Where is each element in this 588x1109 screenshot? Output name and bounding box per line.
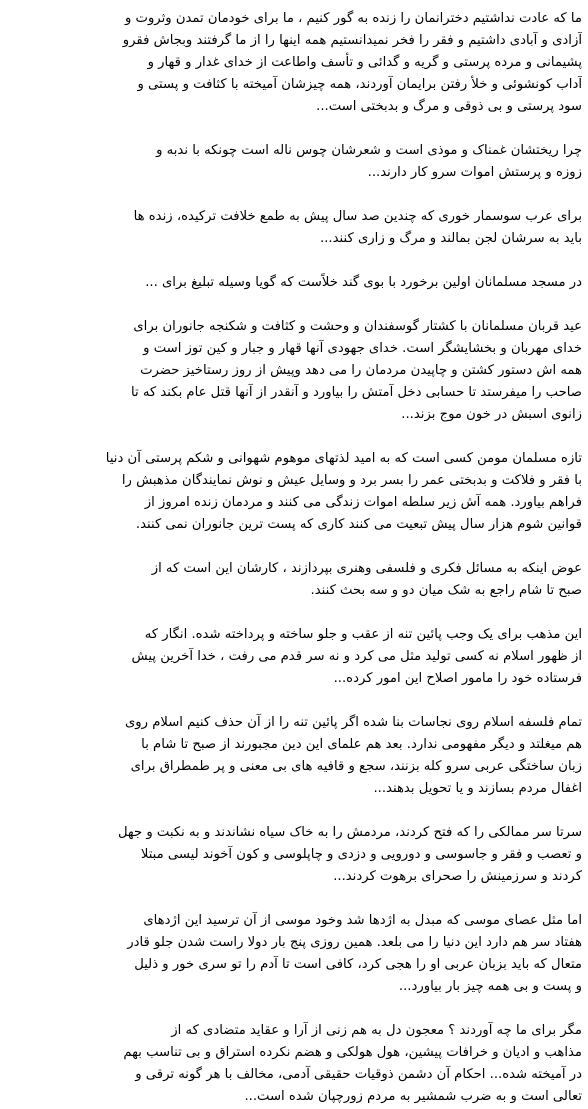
paragraph-6 xyxy=(20,448,582,536)
text-line: فرستاده خود را مامور اصلاح این امور کرده... xyxy=(333,671,582,686)
text-line: چرا ریختشان غمناک و موذی است و شعرشان چوس ناله است چونکه با ندبه و xyxy=(156,143,582,158)
text-line: برای عرب سوسمار خوری که چندین صد سال پیش به طمع خلافت ترکیده، زنده ها xyxy=(133,209,582,224)
paragraph-3 xyxy=(20,206,582,250)
text-line: و تعصب و فقر و جاسوسی و دورویی و دزدی و چاپلوسی و کون آخوند لیسی مبتلا xyxy=(140,847,582,862)
paragraph-gap xyxy=(20,800,582,822)
paragraph-gap xyxy=(20,426,582,448)
paragraph-10 xyxy=(20,822,582,888)
paragraph-4 xyxy=(20,272,582,294)
paragraph-gap xyxy=(20,690,582,712)
text-line: باید به سرشان لجن بمالند و مرگ و زاری کنند... xyxy=(320,231,582,246)
text-line: سرتا سر ممالکی را که فتح کردند، مردمش را به خاک سیاه نشاندند و به نکبت و جهل xyxy=(117,825,582,840)
text-line: همه اش دستور کشتن و چاپیدن مردمان را می دهد وپیش از روز رستاخیز حضرت xyxy=(140,363,582,378)
paragraph-gap xyxy=(20,118,582,140)
text-line: در آمیخته شده... احکام آن دشمن ذوقیات حقیقی آدمی، مخالف با هر گونه ترقی و xyxy=(135,1067,582,1082)
text-line: اغفال مردم بسازند و یا تحویل بدهند... xyxy=(373,781,582,796)
text-line: متعال که باید بزبان عربی او را هجی کرد، کافی است تا آدم را تو سری خور و ذلیل xyxy=(134,957,582,972)
text-line: زانوی اسبش در خون موج بزند... xyxy=(401,407,582,422)
paragraph-5 xyxy=(20,316,582,426)
text-line: آداب کونشوئی و خلأ رفتن برایمان آوردند، همه چیزشان آمیخته با کثافت و پستی و xyxy=(137,77,582,92)
paragraph-1 xyxy=(20,8,582,118)
paragraph-2 xyxy=(20,140,582,184)
text-line: صاحب را میفرستد تا حسابی دخل آمتش را بیاورد و آنقدر از آنها قتل عام بکند که تا xyxy=(130,385,582,400)
text-line: زبان ساختگی عربی سرو کله بزنند، سجع و قافیه های بی معنی و پر طمطراق برای xyxy=(130,759,582,774)
paragraph-11 xyxy=(20,910,582,998)
text-line: تمام فلسفه اسلام روی نجاسات بنا شده اگر پائین تنه را از آن حذف کنیم اسلام روی xyxy=(124,715,582,730)
text-line: عید قربان مسلمانان با کشتار گوسفندان و وحشت و کثافت و شکنجه جانوران برای xyxy=(133,319,582,334)
text-line: از ظهور اسلام نه کسی تولید مثل می کرد و نه سر قدم می رفت ، خدا آخرین پیش xyxy=(131,649,582,664)
text-line: با فقر و فلاکت و بدبختی عمر را بسر برد و وسایل عیش و نوش نمایندگان مذهبش را xyxy=(121,473,582,488)
paragraph-gap xyxy=(20,998,582,1020)
text-line: مگر برای ما چه آوردند ؟ معجون دل به هم زنی از آرا و عقاید متضادی که از xyxy=(171,1023,582,1038)
text-line: خدای مهربان و بخشایشگر است. خدای جهودی آنها قهار و جبار و کین توز است و xyxy=(143,341,582,356)
text-line: این مذهب برای یک وجب پائین تنه از عقب و جلو ساخته و پرداخته شده. انگار که xyxy=(144,627,582,642)
text-line: هفتاد سر هم دارد این دنیا را می بلعد. همین روزی پنج بار دولا راست شدن جلو قادر xyxy=(127,935,582,950)
text-line: سود پرستی و بی ذوقی و مرگ و بدبختی است... xyxy=(316,99,582,114)
text-line: تعالی است و به ضرب شمشیر به مردم زورچپان شده است... xyxy=(244,1089,582,1104)
text-line: آزادی و آبادی داشتیم و فقر را فخر نمیدانستیم همه اینها را از ما گرفتند وبجاش فقرو xyxy=(122,33,582,48)
paragraph-gap xyxy=(20,184,582,206)
paragraph-gap xyxy=(20,536,582,558)
text-line: کردند و سرزمینش را صحرای برهوت کردند... xyxy=(333,869,582,884)
paragraph-12 xyxy=(20,1020,582,1108)
text-line: پشیمانی و مرده پرستی و گریه و گدائی و تأسف واطاعت از خدای غدار و قهار و xyxy=(147,55,582,70)
paragraph-gap xyxy=(20,294,582,316)
paragraph-9 xyxy=(20,712,582,800)
text-line: هم میغلتد و دیگر مفهومی ندارد. بعد هم علمای این دین مجبورند از صبح تا شام با xyxy=(141,737,582,752)
text-line: زوزه و پرستش اموات سرو کار دارند... xyxy=(367,165,582,180)
paragraph-gap xyxy=(20,602,582,624)
paragraph-gap xyxy=(20,888,582,910)
text-line: و پست و بی همه چیز بار بیاورد... xyxy=(398,979,582,994)
text-line: قوانین شوم هزار سال پیش تبعیت می کنند کاری که پست ترین جانوران نمی کنند. xyxy=(135,517,582,532)
text-line: مذاهب و ادیان و خرافات پیشین، هول هولکی و هضم نکرده استراق و بی تناسب بهم xyxy=(123,1045,582,1060)
text-line: صبح تا شام راجع به شک میان دو و سه بحث کنند. xyxy=(310,583,582,598)
paragraph-7 xyxy=(20,558,582,602)
text-line: در مسجد مسلمانان اولین برخورد با بوی گند خلاًست که گویا وسیله تبلیغ برای ... xyxy=(145,275,582,290)
paragraph-8 xyxy=(20,624,582,690)
text-line: عوض اینکه به مسائل فکری و فلسفی وهنری بپردازند ، کارشان این است که از xyxy=(151,561,582,576)
text-line: ما که عادت نداشتیم دخترانمان را زنده به گور کنیم ، ما برای خودمان تمدن وثروت و xyxy=(124,11,582,26)
paragraph-gap xyxy=(20,250,582,272)
text-line: فراهم بیاورد. همه آش زیر سلطه اموات زندگی می کنند و مردمان زنده امروز از xyxy=(144,495,582,510)
text-line: تازه مسلمان مومن کسی است که به امید لذتهای موهوم شهوانی و شکم پرستی آن دنیا xyxy=(105,451,582,466)
text-line: اما مثل عصای موسی که مبدل به اژدها شد وخود موسی از آن ترسید این اژدهای xyxy=(143,913,582,928)
